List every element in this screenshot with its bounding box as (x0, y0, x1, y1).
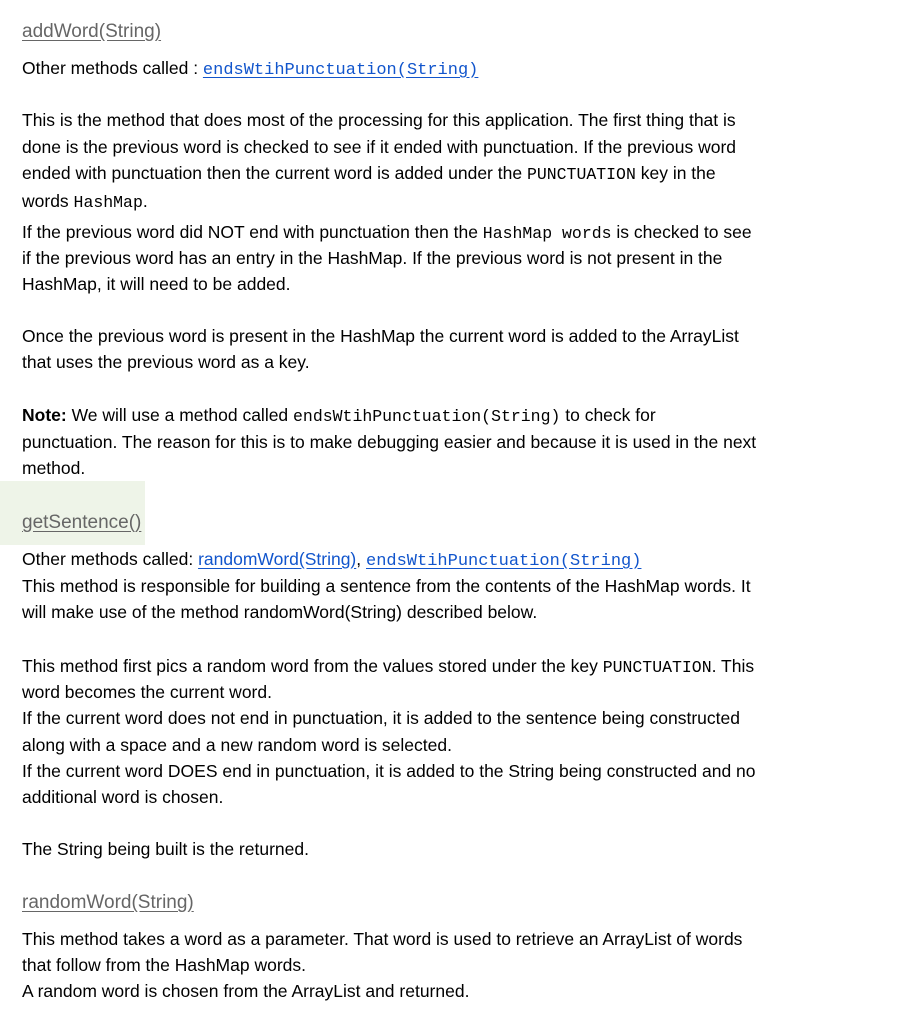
separator: , (356, 549, 366, 569)
text: is checked to see (611, 222, 752, 242)
paragraph-line: A random word is chosen from the ArrayList and returned. (22, 981, 470, 1001)
paragraph-line: additional word is chosen. (22, 787, 224, 807)
paragraph-line: method. (22, 458, 86, 478)
inline-code: HashMap (73, 193, 143, 212)
text: We will use a method called (66, 405, 294, 425)
text: ended with punctuation then the current word is added under the (22, 163, 527, 183)
paragraph-line (22, 653, 754, 681)
paragraph-line (22, 160, 716, 188)
paragraph-line: that uses the previous word as a key. (22, 352, 310, 372)
paragraph-line: that follow from the HashMap words. (22, 955, 307, 975)
note-label: Note: (22, 405, 67, 425)
paragraph-line: The String being built is the returned. (22, 839, 309, 859)
inline-code: PUNCTUATION (526, 165, 636, 184)
paragraph-line: HashMap, it will need to be added. (22, 274, 291, 294)
inline-code: HashMap words (482, 224, 612, 243)
addword-other-methods (22, 55, 478, 84)
text: key in the (635, 163, 716, 183)
text: This method first pics a random word from the values stored under the key (22, 656, 603, 676)
paragraph-line: will make use of the method randomWord(String) described below. (22, 602, 538, 622)
paragraph-line: This is the method that does most of the processing for this application. The first thing that is (22, 110, 736, 130)
endswithpunctuation-link[interactable]: endsWtihPunctuation(String) (366, 552, 642, 571)
other-methods-label: Other methods called : (22, 58, 203, 78)
text: to check for (560, 405, 656, 425)
paragraph-line: Once the previous word is present in the HashMap the current word is added to the ArrayList (22, 326, 739, 346)
text: words (22, 191, 74, 211)
paragraph-line: This method takes a word as a parameter. That word is used to retrieve an ArrayList of words (22, 929, 743, 949)
inline-code: endsWtihPunctuation(String) (293, 407, 561, 426)
randomword-link[interactable]: randomWord(String) (198, 549, 357, 569)
paragraph-line: If the current word DOES end in punctuation, it is added to the String being constructed and no (22, 761, 756, 781)
paragraph-line: If the current word does not end in punctuation, it is added to the sentence being constructed (22, 708, 740, 728)
randomword-heading[interactable]: randomWord(String) (22, 892, 194, 913)
paragraph-line: punctuation. The reason for this is to make debugging easier and because it is used in the next (22, 432, 757, 452)
paragraph-line: This method is responsible for building a sentence from the contents of the HashMap words. It (22, 576, 751, 596)
paragraph-line (22, 188, 148, 216)
paragraph-line: if the previous word has an entry in the HashMap. If the previous word is not present in the (22, 248, 723, 268)
text: If the previous word did NOT end with punctuation then the (22, 222, 483, 242)
addword-heading[interactable]: addWord(String) (22, 21, 162, 42)
paragraph-line: along with a space and a new random word is selected. (22, 735, 452, 755)
note-line (22, 402, 656, 430)
paragraph-line: word becomes the current word. (22, 682, 272, 702)
getsentence-heading[interactable]: getSentence() (22, 512, 142, 533)
other-methods-label: Other methods called: (22, 549, 199, 569)
inline-code: PUNCTUATION (602, 658, 712, 677)
text: . (142, 191, 148, 211)
paragraph-line: done is the previous word is checked to see if it ended with punctuation. If the previous word (22, 137, 737, 157)
getsentence-other-methods (22, 546, 641, 575)
text: . This (711, 656, 755, 676)
endswithpunctuation-link[interactable]: endsWtihPunctuation(String) (202, 61, 479, 80)
paragraph-line (22, 219, 752, 247)
